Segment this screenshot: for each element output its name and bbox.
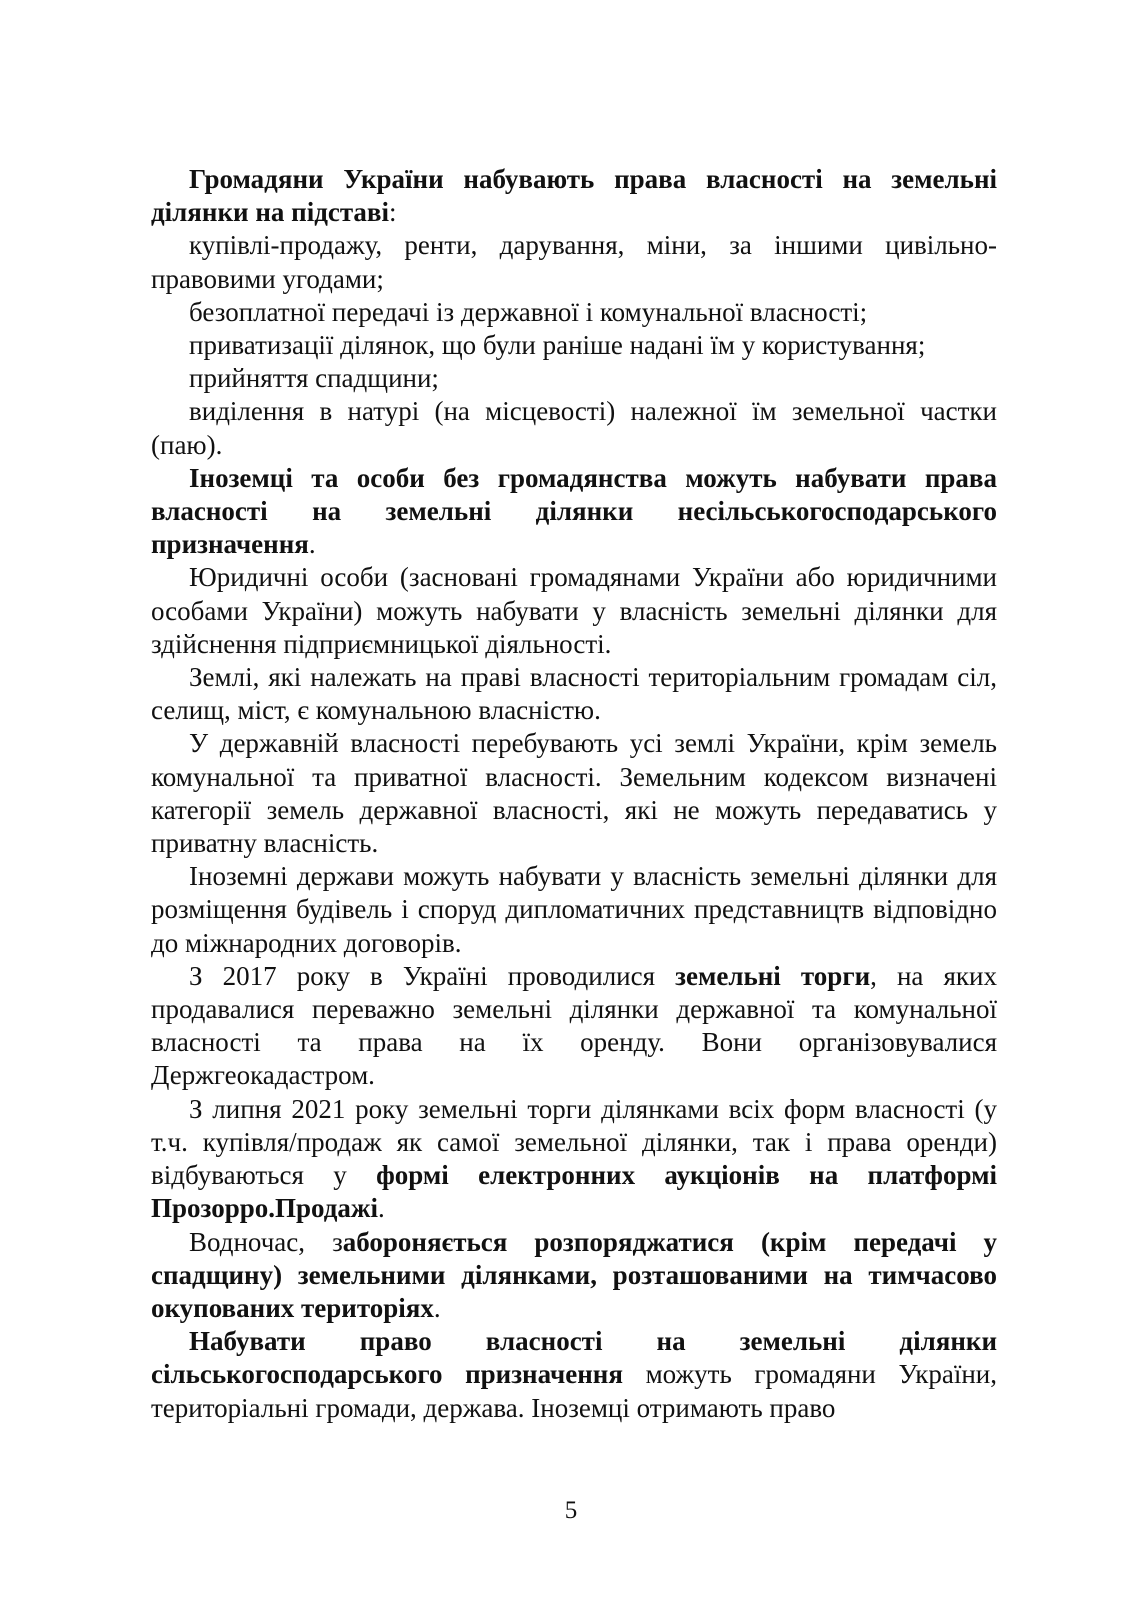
text: З липня 2021 року земельні торги ділянками всіх форм власності (у т.ч. купівля/продаж як самої земельної ділянки, так і права оренди) відбуваються у (151, 1093, 997, 1191)
paragraph-state-property (151, 727, 997, 860)
bold-text: формі електронних аукціонів на платформі Прозорро.Продажі (151, 1160, 997, 1224)
paragraph-electronic-auctions (151, 1093, 997, 1226)
list-item-free-transfer (151, 296, 997, 329)
document-body (151, 163, 997, 1425)
paragraph-communal-lands (151, 661, 997, 727)
bold-text: абороняється розпоряджатися (крім передачі у спадщину) земельними ділянками, розташованими на тимчасово окупованих територіях (151, 1226, 997, 1323)
text: прийняття спадщини; (189, 363, 439, 394)
bold-text: Іноземці та особи без громадянства можуть набувати права власності на земельні ділянки несільськогосподарського призначення (151, 462, 997, 560)
text: Землі, які належать на праві власності територіальним громадам сіл, селищ, міст, є комунальною власністю. (151, 662, 997, 726)
list-item-purchase (151, 229, 997, 295)
text: . (433, 1292, 441, 1323)
paragraph-occupied-territories (151, 1226, 997, 1326)
bold-text: Набувати право власності на земельні ділянки сільськогосподарського призначення (151, 1326, 997, 1390)
paragraph-legal-entities (151, 561, 997, 661)
paragraph-foreign-states (151, 860, 997, 960)
paragraph-citizens-ownership (151, 163, 997, 229)
paragraph-foreigners (151, 462, 997, 562)
text: виділення в натурі (на місцевості) належної їм земельної частки (паю). (151, 396, 997, 460)
paragraph-land-auctions-2017 (151, 960, 997, 1093)
bold-text: земельні торги (675, 960, 871, 991)
text: приватизації ділянок, що були раніше надані їм у користування; (189, 330, 926, 361)
text: . (308, 529, 316, 560)
text: . (377, 1193, 385, 1224)
text: У державній власності перебувають усі землі України, крім земель комунальної та приватної власності. Земельним кодексом визначені категорії земель державної власності, які не можуть передаватись у приватну власність. (151, 728, 997, 859)
text: купівлі-продажу, ренти, дарування, міни, за іншими цивільно-правовими угодами; (151, 230, 997, 294)
text: Водночас, з (189, 1226, 343, 1257)
bold-text: Громадяни України набувають права власності на земельні ділянки на підставі (151, 164, 997, 228)
text: безоплатної передачі із державної і комунальної власності; (189, 296, 868, 327)
list-item-land-share (151, 395, 997, 461)
text: З 2017 року в Україні проводилися (189, 960, 676, 991)
paragraph-agricultural-land (151, 1325, 997, 1425)
text: Юридичні особи (засновані громадянами України або юридичними особами України) можуть набувати у власність земельні ділянки для здійснення підприємницької діяльності. (151, 562, 997, 659)
text: , на яких продавалися переважно земельні ділянки державної та комунальної власності та права на їх оренду. Вони організовувалися Держгеокадастром. (151, 960, 997, 1091)
page-number: 5 (564, 1497, 578, 1524)
list-item-privatization (151, 329, 997, 362)
text: можуть громадяни України, територіальні громади, держава. Іноземці отримають право (151, 1359, 997, 1423)
text: : (389, 197, 397, 228)
text: Іноземні держави можуть набувати у власність земельні ділянки для розміщення будівель і споруд дипломатичних представництв відповідно до міжнародних договорів. (151, 861, 997, 958)
list-item-inheritance (151, 362, 997, 395)
